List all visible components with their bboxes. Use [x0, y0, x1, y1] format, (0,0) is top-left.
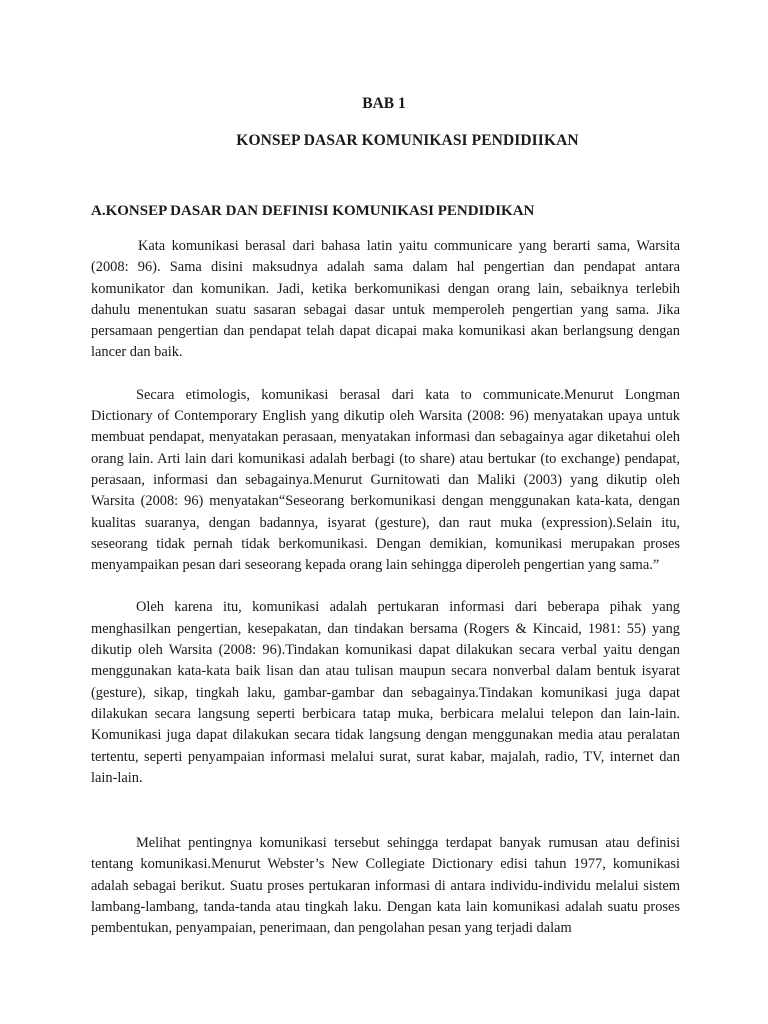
chapter-label: BAB 1: [362, 95, 406, 112]
paragraph-4: Melihat pentingnya komunikasi tersebut sehingga terdapat banyak rumusan atau definisi tentang komunikasi.Menurut Webster’s New Collegiate Dictionary edisi tahun 1977, komunikasi adalah sebagai berikut. Suatu proses pertukaran informasi di antara individu-individu melalui sistem lambang-lambang, tanda-tanda atau tingkah laku. Dengan kata lain komunikasi adalah suatu proses pembentukan, penyampaian, penerimaan, dan pengolahan pesan yang terjadi dalam: [91, 835, 680, 937]
paragraph-3: Oleh karena itu, komunikasi adalah pertukaran informasi dari beberapa pihak yang menghasilkan pengertian, kesepakatan, dan tindakan bersama (Rogers & Kincaid, 1981: 55) yang dikutip oleh Warsita (2008: 96).Tindakan komunikasi dapat dilakukan secara verbal yaitu dengan menggunakan kata-kata baik lisan dan atau tulisan maupun secara nonverbal dalam bentuk isyarat (gesture), sikap, tingkah laku, gambar-gambar dan sebagainya.Tindakan komunikasi juga dapat dilakukan secara langsung seperti berbicara tatap muka, berbicara melalui telepon dan lain-lain. Komunikasi juga dapat dilakukan secara tidak langsung dengan menggunakan media atau peralatan tertentu, seperti penyampaian informasi melalui surat, surat kabar, majalah, radio, TV, internet dan lain-lain.: [91, 599, 680, 786]
document-title: KONSEP DASAR KOMUNIKASI PENDIDIIKAN: [236, 132, 579, 149]
section-heading: A.KONSEP DASAR DAN DEFINISI KOMUNIKASI PENDIDIKAN: [91, 203, 535, 219]
paragraph-2: Secara etimologis, komunikasi berasal dari kata to communicate.Menurut Longman Dictionary of Contemporary English yang dikutip oleh Warsita (2008: 96) menyatakan upaya untuk membuat pendapat, menyatakan perasaan, menyatakan informasi dan sebagainya agar diketahui oleh orang lain. Arti lain dari komunikasi adalah berbagi (to share) atau bertukar (to exchange) pendapat, perasaan, informasi dan sebagainya.Menurut Gurnitowati dan Maliki (2003) yang dikutip oleh Warsita (2008: 96) menyatakan“Seseorang berkomunikasi dengan menggunakan kata-kata, dengan kualitas suaranya, dengan badannya, isyarat (gesture), dan raut muka (expression).Selain itu, seseorang tidak pernah tidak berkomunikasi. Dengan demikian, komunikasi merupakan proses menyampaikan pesan dari seseorang kepada orang lain sehingga diperoleh pengertian yang sama.”: [91, 386, 680, 574]
paragraph-1: Kata komunikasi berasal dari bahasa latin yaitu communicare yang berarti sama, Warsita (2008: 96). Sama disini maksudnya adalah sama dalam hal pengertian dan pendapat antara komunikator dan komunikan. Jadi, ketika berkomunikasi dengan orang lain, sebaiknya terlebih dahulu menentukan suatu sasaran sebagai dasar untuk memperoleh pengertian yang sama. Jika persamaan pengertian dan pendapat telah dapat dicapai maka komunikasi akan berlangsung dengan lancer dan baik.: [91, 238, 680, 361]
body-text: [91, 236, 680, 961]
